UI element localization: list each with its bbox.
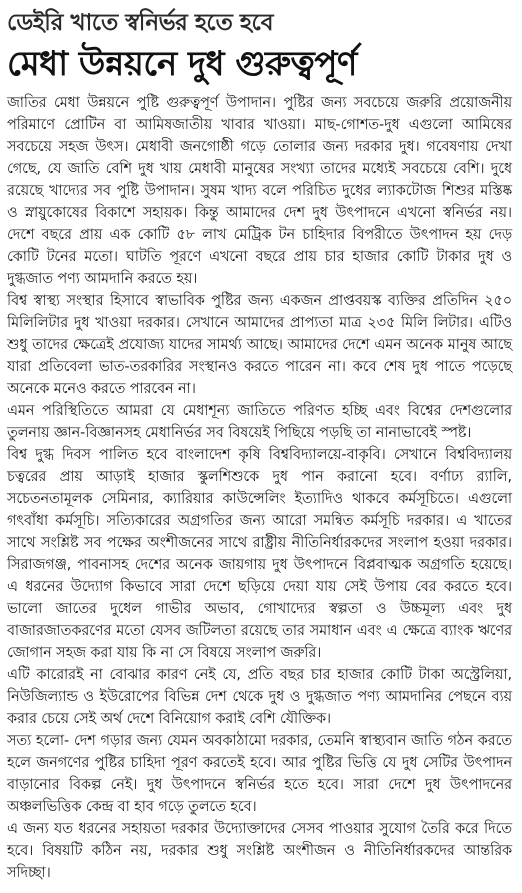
article-paragraph: এমন পরিস্থিতিতে আমরা যে মেধাশূন্য জাতিতে পরিণত হচ্ছি এবং বিশ্বের দেশগুলোর তুলনায় জ্ঞান-বিজ্ঞানসহ মেধানির্ভর সব বিষয়েই পিছিয়ে পড়ছি তা নানাভাবেই স্পষ্ট। bbox=[7, 403, 512, 441]
article-headline: মেধা উন্নয়নে দুধ গুরুত্বপূর্ণ bbox=[7, 44, 357, 84]
article-paragraph: বিশ্ব দুগ্ধ দিবস পালিত হবে বাংলাদেশ কৃষি বিশ্ববিদ্যালয়ে-বাকৃবি। সেখানে বিশ্ববিদ্যালয় চত্বরের প্রায় আড়াই হাজার স্কুলশিশুকে দুধ পান করানো হবে। বর্ণাঢ্য র‍্যালি, সচেতনতামূলক সেমিনার, ক্যারিয়ার কাউন্সেলিং ইত্যাদিও থাকবে কর্মসূচিতে। এগুলো গৎবাঁধা কর্মসূচি। সত্যিকারের অগ্রগতির জন্য আরো সমন্বিত কর্মসূচি দরকার। এ খাতের সাথে সংশ্লিষ্ট সব পক্ষের অংশীজনের সাথে রাষ্ট্রীয় নীতিনির্ধারকদের সংলাপ হওয়া দরকার। সিরাজগঞ্জ, পাবনাসহ দেশের অনেক জায়গায় দুধ উৎপাদনে বিপ্লবাত্মক অগ্রগতি হয়েছে। এ ধরনের উদ্যোগ কিভাবে সারা দেশে ছড়িয়ে দেয়া যায় সেই উপায় বের করতে হবে। ভালো জাতের দুধেল গাভীর অভাব, গোখাদ্যের স্বল্পতা ও উচ্চমূল্য এবং দুধ বাজারজাতকরণের মতো যেসব জটিলতা রয়েছে তার সমাধান এবং এ ক্ষেত্রে ব্যাংক ঋণের জোগান সহজ করা যায় কি না সে বিষয়ে সংলাপ জরুরি। bbox=[7, 447, 512, 661]
article-body bbox=[7, 92, 512, 884]
article-paragraph: বিশ্ব স্বাস্থ্য সংস্থার হিসাবে স্বাভাবিক পুষ্টির জন্য একজন প্রাপ্তবয়স্ক ব্যক্তির প্রতিদিন ২৫০ মিলিলিটার দুধ খাওয়া দরকার। সেখানে আমাদের প্রাপ্যতা মাত্র ২৩৫ মিলি লিটার। এটিও শুধু তাদের ক্ষেত্রেই প্রযোজ্য যাদের সামর্থ্য আছে। আমাদের দেশে এমন অনেক মানুষ আছে যারা প্রতিবেলা ভাত-তরকারির সংস্থানও করতে পারেন না। কবে শেষ দুধ পাতে পড়েছে অনেকে মনেও করতে পারবেন না। bbox=[7, 293, 512, 397]
article-kicker: ডেইরি খাতে স্বনির্ভর হতে হবে bbox=[7, 10, 274, 36]
article-paragraph: জাতির মেধা উন্নয়নে পুষ্টি গুরুত্বপূর্ণ উপাদান। পুষ্টির জন্য সবচেয়ে জরুরি প্রয়োজনীয় পরিমাণে প্রোটিন বা আমিষজাতীয় খাবার খাওয়া। মাছ-গোশত-দুধ এগুলো আমিষের সবচেয়ে সহজ উৎস। মেধাবী জনগোষ্ঠী গড়ে তোলার জন্য দরকার দুধ। গবেষণায় দেখা গেছে, যে জাতি বেশি দুধ খায় মেধাবী মানুষের সংখ্যা তাদের মধ্যেই সবচেয়ে বেশি। দুধে রয়েছে খাদ্যের সব পুষ্টি উপাদান। সুষম খাদ্য বলে পরিচিত দুধের ল্যাকটোজ শিশুর মস্তিষ্ক ও স্নায়ুকোষের বিকাশে সহায়ক। কিন্তু আমাদের দেশ দুধ উৎপাদনে এখনো স্বনির্ভর নয়। দেশে বছরে প্রায় এক কোটি ৫৮ লাখ মেট্রিক টন চাহিদার বিপরীতে উৎপাদন হয় দেড় কোটি টনের মতো। ঘাটতি পূরণে এখনো বছরে প্রায় চার হাজার কোটি টাকার দুধ ও দুগ্ধজাত পণ্য আমদানি করতে হয়। bbox=[7, 95, 512, 287]
article-paragraph: সত্য হলো- দেশ গড়ার জন্য যেমন অবকাঠামো দরকার, তেমনি স্বাস্থ্যবান জাতি গঠন করতে হলে জনগণের পুষ্টির চাহিদা পূরণ করতেই হবে। আর পুষ্টির ভিত্তি যে দুধ সেটির উৎপাদন বাড়ানোর বিকল্প নেই। দুধ উৎপাদনে স্বনির্ভর হতে হবে। সারা দেশে দুধ উৎপাদনের অঞ্চলভিত্তিক কেন্দ্র বা হাব গড়ে তুলতে হবে। bbox=[7, 733, 512, 815]
article-paragraph: এ জন্য যত ধরনের সহায়তা দরকার উদ্যোক্তাদের সেসব পাওয়ার সুযোগ তৈরি করে দিতে হবে। বিষয়টি কঠিন নয়, দরকার শুধু সংশ্লিষ্ট অংশীজন ও নীতিনির্ধারকদের আন্তরিক সদিচ্ছা। bbox=[7, 821, 512, 881]
article-paragraph: এটি কারোরই না বোঝার কারণ নেই যে, প্রতি বছর চার হাজার কোটি টাকা অস্ট্রেলিয়া, নিউজিল্যান্ড ও ইউরোপের বিভিন্ন দেশ থেকে দুধ ও দুগ্ধজাত পণ্য আমদানির পেছনে ব্যয় করার চেয়ে সেই অর্থ দেশে বিনিয়োগ করাই বেশি যৌক্তিক। bbox=[7, 667, 512, 727]
